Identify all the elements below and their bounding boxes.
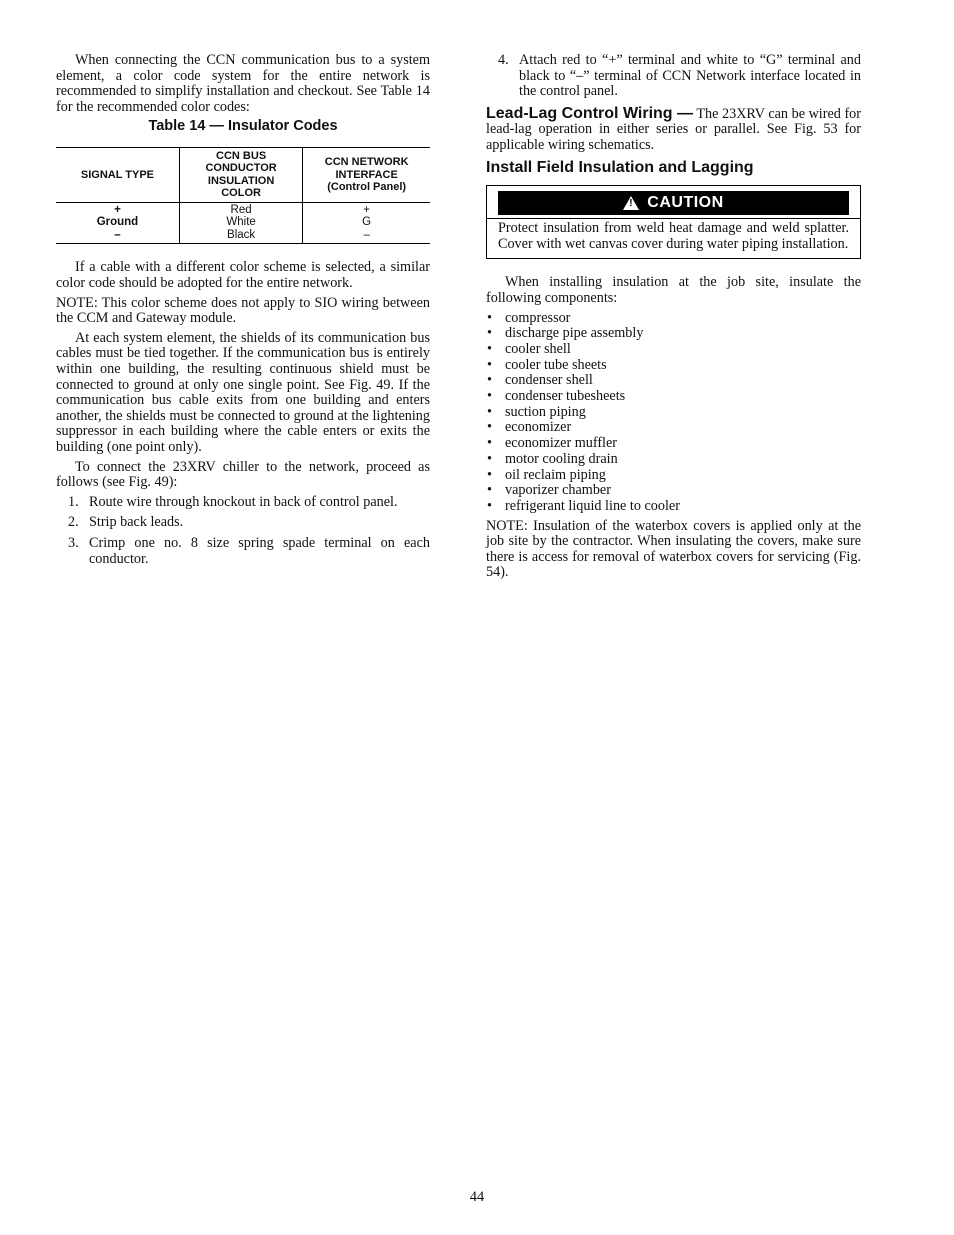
header-ccn-bus-line: CCN BUS [216,149,267,162]
list-item: • cooler tube sheets [486,358,861,374]
install-paragraph: When installing insulation at the job site, insulate the following components: [486,274,861,306]
list-item [56,536,430,567]
list-item: • oil reclaim piping [486,468,861,484]
list-item: • refrigerant liquid line to cooler [486,499,861,515]
list-item [56,515,430,531]
install-insulation-heading: Install Field Insulation and Lagging [486,158,754,176]
list-item [486,53,861,100]
connection-steps [56,495,430,567]
header-ccn-bus [179,147,302,202]
interface-g: G [362,216,372,229]
caution-box [486,185,861,259]
step-text: Strip back leads. [89,514,184,531]
header-ccn-network-line: INTERFACE [335,168,398,181]
lead-lag-text: The 23XRV can be wired for lead-lag operation in either series or parallel. See Fig. 53 for applicable wiring schematics. [486,105,861,153]
intro-paragraph: When connecting the CCN communication bus to a system element, a color code system for the entire network is recommended to simplify installation and checkout. See Table 14 for the recommended color codes: [56,52,430,115]
color-cell [179,202,302,244]
caution-banner [498,191,849,215]
table-title: Table 14 — Insulator Codes [148,118,338,135]
components-list [486,311,861,515]
left-column [56,53,430,572]
signal-minus: – [114,228,121,241]
header-ccn-network-line: (Control Panel) [327,181,407,194]
right-column [486,53,861,585]
header-ccn-bus-line: INSULATION [207,174,275,187]
table-row [56,202,430,244]
list-item: • condenser shell [486,373,861,389]
list-item: • cooler shell [486,342,861,358]
header-ccn-bus-line: CONDUCTOR [205,162,277,175]
list-item: • compressor [486,311,861,327]
step-text: Attach red to “+” terminal and white to “G” terminal and black to “–” terminal of CCN Network interface located in the control panel. [519,52,861,100]
warning-triangle-icon [623,196,639,210]
color-black: Black [227,228,256,241]
waterbox-note-paragraph: NOTE: Insulation of the waterbox covers is applied only at the job site by the contractor. When insulating the covers, make sure there is access for removal of waterbox covers for servicing (Fig. 54). [486,517,861,581]
header-signal-type: SIGNAL TYPE [56,147,179,202]
insulator-codes-table [56,147,430,245]
interface-minus: – [363,228,370,241]
list-item: • discharge pipe assembly [486,326,861,342]
lead-lag-heading: Lead-Lag Control Wiring — [486,104,694,122]
step-number: 2. [68,514,79,531]
connection-steps-continued [486,53,861,100]
list-item [56,495,430,511]
list-item: • economizer muffler [486,436,861,452]
note-paragraph: NOTE: This color scheme does not apply to SIO wiring between the CCM and Gateway module. [56,294,430,327]
page-number: 44 [469,1189,485,1205]
lead-lag-paragraph [486,106,861,154]
step-number: 1. [68,493,79,510]
shields-paragraph: At each system element, the shields of its communication bus cables must be tied together. If the communication bus is entirely within one building, the resulting continuous shield must be connected to ground at only one single point. See Fig. 49. If the communication bus cable exits from one building and enters another, the shields must be connected to ground at the lightening suppressor in each building where the cable enters or exits the building (one point only). [56,329,430,455]
header-ccn-bus-line: COLOR [221,187,261,200]
step-text: Crimp one no. 8 size spring spade terminal on each conductor. [89,534,430,567]
color-white: White [226,216,256,229]
connect-paragraph: To connect the 23XRV chiller to the network, proceed as follows (see Fig. 49): [56,458,430,491]
interface-plus: + [363,203,371,216]
step-number: 3. [68,534,79,551]
list-item: • condenser tubesheets [486,389,861,405]
list-item: • suction piping [486,405,861,421]
step-number: 4. [498,52,509,68]
signal-type-cell [56,202,179,244]
caution-text: Protect insulation from weld heat damage and weld splatter. Cover with wet canvas cover during water piping installation. [498,220,849,252]
signal-ground: Ground [96,216,139,229]
cable-paragraph: If a cable with a different color scheme is selected, a similar color code should be adopted for the entire network. [56,259,430,292]
header-ccn-network-line: CCN NETWORK [324,156,409,169]
step-text: Route wire through knockout in back of control panel. [89,493,398,510]
list-item: • motor cooling drain [486,452,861,468]
color-red: Red [230,203,252,216]
list-item: • economizer [486,420,861,436]
signal-plus: + [114,203,121,216]
table-header-row [56,147,430,202]
interface-cell [303,202,430,244]
list-item: • vaporizer chamber [486,483,861,499]
header-ccn-network [303,147,430,202]
caution-label: CAUTION [647,194,724,212]
